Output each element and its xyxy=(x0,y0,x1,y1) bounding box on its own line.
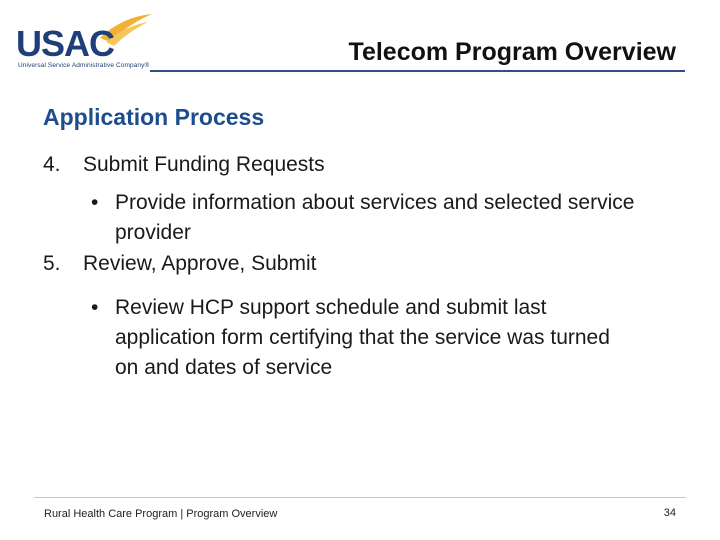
step-number: 4. xyxy=(43,153,61,176)
step-list xyxy=(43,150,663,383)
step-item xyxy=(43,249,663,279)
deck-title: Telecom Program Overview xyxy=(348,38,676,66)
footer-text: Rural Health Care Program | Program Overview xyxy=(44,508,278,520)
usac-logo xyxy=(14,12,164,72)
step-item xyxy=(43,150,663,180)
bullet-text: Review HCP support schedule and submit last application form certifying that the service was turned on and dates of service xyxy=(115,296,610,379)
logo-subtext: Universal Service Administrative Company® xyxy=(18,62,150,69)
title-divider xyxy=(150,70,685,72)
bullet-text: Provide information about services and selected service provider xyxy=(115,191,635,244)
page-number: 34 xyxy=(663,507,676,519)
section-heading: Application Process xyxy=(43,104,265,130)
usac-logo-mark xyxy=(14,12,164,62)
step-number: 5. xyxy=(43,252,61,275)
bullet-icon: • xyxy=(91,296,99,319)
step-label: Submit Funding Requests xyxy=(83,153,325,176)
bullet-icon: • xyxy=(91,191,99,214)
logo-wordmark: USAC xyxy=(16,23,115,62)
footer-divider xyxy=(34,497,686,498)
step-label: Review, Approve, Submit xyxy=(83,252,317,275)
bullet-item xyxy=(73,188,663,248)
bullet-item xyxy=(73,293,663,383)
